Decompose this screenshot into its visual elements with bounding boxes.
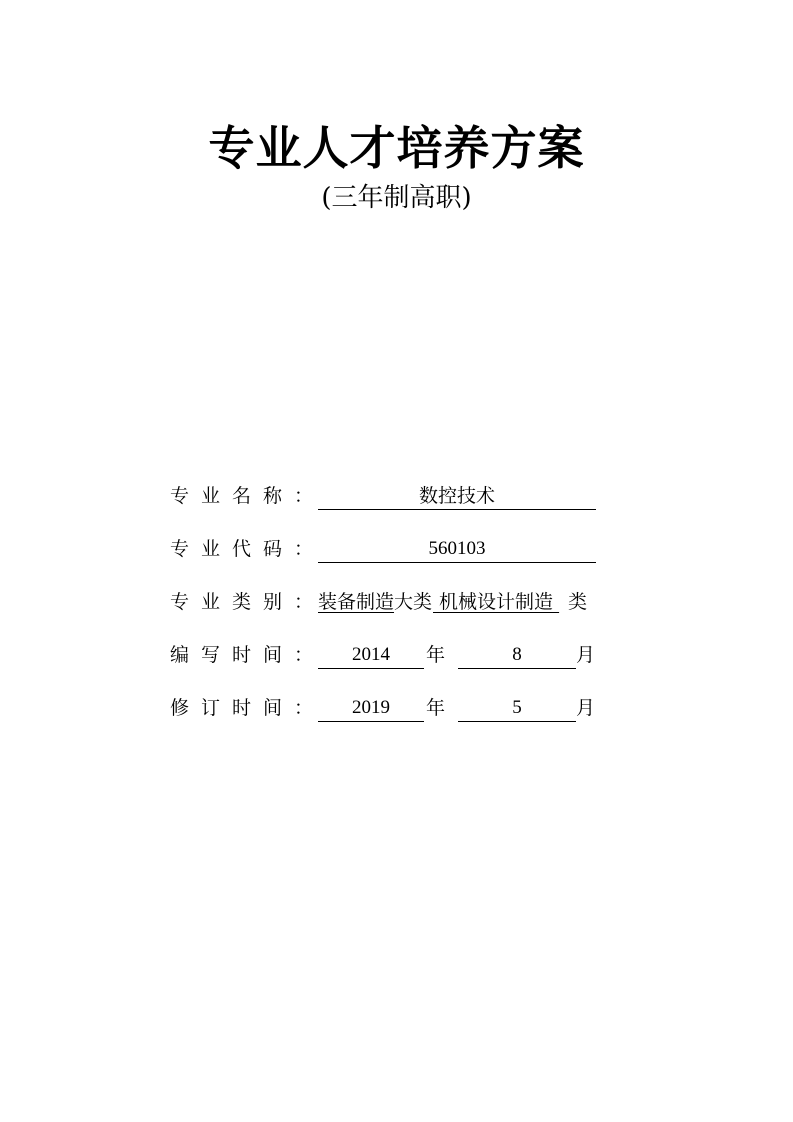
major-name-colon: ： [294,485,314,507]
major-category-colon: ： [294,591,314,613]
written-time-colon: ： [294,644,314,666]
revised-year-value: 2019 [318,693,424,722]
major-class-suffix: 大类 [394,591,433,613]
written-month-unit: 月 [576,644,596,666]
sub-class-suffix: 类 [568,591,588,613]
major-class-value: 装备制造 [318,591,395,613]
info-block [170,481,610,746]
revised-month-value: 5 [458,693,576,722]
written-time-label: 编写时间 [170,644,295,666]
revised-year-unit: 年 [426,697,446,719]
major-code-value: 560103 [318,534,596,563]
major-category-label: 专业类别 [170,591,295,613]
major-code-label: 专业代码 [170,538,295,560]
written-time-row [170,640,610,693]
major-category-row [170,587,610,640]
revised-time-label: 修订时间 [170,697,295,719]
major-name-label: 专业名称 [170,485,295,507]
revised-time-row [170,693,610,746]
major-name-row [170,481,610,534]
written-year-value: 2014 [318,640,424,669]
revised-month-unit: 月 [576,697,596,719]
written-month-value: 8 [458,640,576,669]
document-title: 专业人才培养方案 [208,121,585,175]
written-year-unit: 年 [426,644,446,666]
revised-time-colon: ： [294,697,314,719]
major-name-value: 数控技术 [318,481,596,510]
sub-class-value: 机械设计制造 [433,591,560,613]
document-subtitle: (三年制高职) [321,183,472,213]
major-code-colon: ： [294,538,314,560]
major-code-row [170,534,610,587]
